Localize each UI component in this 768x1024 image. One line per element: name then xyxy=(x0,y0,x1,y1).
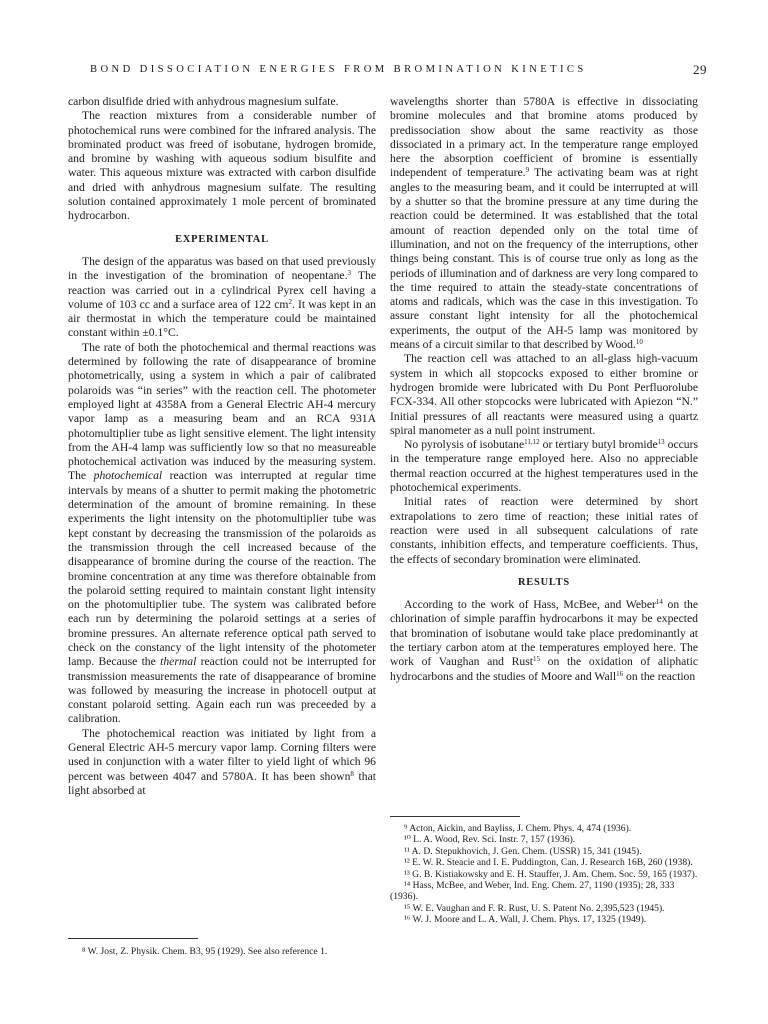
text-run: that light absorbed at xyxy=(68,769,376,797)
reference-superscript: 11,12 xyxy=(524,438,540,447)
text-run: on the oxidation of aliphatic hydrocarbons and the studies of Moore and Wall xyxy=(390,655,698,683)
footnote: ¹¹ A. D. Stepukhovich, J. Gen. Chem. (USSR) 15, 341 (1945). xyxy=(404,845,642,857)
right-column xyxy=(390,95,698,684)
footnote: ⁹ Acton, Aickin, and Bayliss, J. Chem. Phys. 4, 474 (1936). xyxy=(404,823,632,834)
text-run: The activating beam was at right angles to the measuring beam, and it could be interrupted at will by a shutter so that the bromine pressure at any time during the reaction could be determined. It was established that the total amount of reaction depended only on the total time of illumination, and not on the frequency of the interruptions, other things being constant. This is of course true only as long as the periods of illumination and of darkness are very long compared to the time required to attain the steady-state concentrations of atoms and radicals, which was the case in this investigation. To assure constant light intensity for all the photochemical experiments, the output of the AH-5 lamp was monitored by means of a circuit similar to that described by Wood. xyxy=(390,166,698,352)
paragraph xyxy=(390,438,698,495)
paragraph: The reaction cell was attached to an all-glass high-vacuum system in which all stopcocks exposed to either bromine or hydrogen bromide were lubricated with Du Pont Perfluorolube FCX-334. All other stopcocks were lubricated with Apiezon “N.” Initial pressures of all reactants were measured using a quartz spiral manometer as a null point instrument. xyxy=(390,352,698,437)
text-run: According to the work of Hass, McBee, and Weber xyxy=(404,598,656,612)
footnote-rule xyxy=(390,816,520,817)
text-run: or tertiary butyl bromide xyxy=(539,438,658,452)
text-run: on the reaction xyxy=(623,669,696,683)
text-run: The photochemical reaction was initiated by light from a General Electric AH-5 mercury vapor lamp. Corning filters were used in conjunction with a water filter to yield light of which 96 percent was between 4047 and 5780A. It has been shown xyxy=(68,726,376,783)
footnote: ⁸ W. Jost, Z. Physik. Chem. B3, 95 (1929). See also reference 1. xyxy=(82,946,328,957)
section-heading-results: RESULTS xyxy=(517,576,570,588)
running-head-title: BOND DISSOCIATION ENERGIES FROM BROMINATION KINETICS xyxy=(90,64,587,75)
footnote: ¹⁰ L. A. Wood, Rev. Sci. Instr. 7, 157 (1936). xyxy=(404,834,576,846)
text-run: reaction could not be interrupted for transmission measurements the rate of disappearance of bromine was followed by measuring the increase in photocell output at constant polaroid setting. Again each run was preceeded by a calibration. xyxy=(68,655,376,726)
text-run: No pyrolysis of isobutane xyxy=(404,438,525,452)
reference-superscript: 8 xyxy=(350,769,354,778)
reference-superscript: 14 xyxy=(655,598,663,607)
paragraph: The reaction mixtures from a considerable number of photochemical runs were combined for the infrared analysis. The brominated product was freed of isobutane, hydrogen bromide, and bromine by washing with aqueous sodium bisulfite and water. This aqueous mixture was extracted with carbon disulfide and dried with anhydrous magnesium sulfate. The resulting solution contained approximately 1 mole percent of brominated hydrocarbon. xyxy=(68,109,376,223)
paragraph xyxy=(390,95,698,352)
paragraph: carbon disulfide dried with anhydrous magnesium sulfate. xyxy=(68,95,339,108)
reference-superscript: 16 xyxy=(616,669,624,678)
page-number: 29 xyxy=(693,62,707,77)
footnote: ¹⁶ W. J. Moore and L. A. Wall, J. Chem. Phys. 17, 1325 (1949). xyxy=(404,914,647,926)
reference-superscript: 13 xyxy=(657,438,665,447)
footnote: ¹² E. W. R. Steacie and I. E. Puddington, Can. J. Research 16B, 260 (1938). xyxy=(404,857,693,869)
running-head xyxy=(62,64,707,80)
emphasis: photochemical xyxy=(93,469,163,483)
reference-superscript: 9 xyxy=(525,166,530,175)
text-run: The design of the apparatus was based on that used previously in the investigation of the bromination of neopentane. xyxy=(68,254,376,283)
reference-superscript: 10 xyxy=(635,338,643,347)
emphasis: thermal xyxy=(160,655,197,669)
left-column xyxy=(68,95,376,798)
reference-superscript: 3 xyxy=(347,269,351,278)
text-run: reaction was interrupted at regular time intervals by means of a shutter to permit making the photometric determination of the amount of bromine remaining. In these experiments the light intensity on the photomultiplier tube was kept constant by decreasing the transmission of the polaroids as the transmission through the cell increased because of the disappearance of bromine during the course of the reaction. The bromine concentration at any time was therefore obtainable from the polaroid setting required to maintain constant light intensity on the photomultiplier tube. The system was calibrated before each run by determining the polaroid settings at a series of bromine pressures. An alternate reference optical path served to check on the constancy of the light intensity of the photometer lamp. Because the xyxy=(68,469,376,669)
text-run: on the chlorination of simple paraffin hydrocarbons it may be expected that bromination of isobutane would take place predominantly at the tertiary carbon atom at the temperatures employed here. The work of Vaughan and Rust xyxy=(390,598,698,669)
footnotes-left xyxy=(68,938,376,958)
footnote-rule xyxy=(68,938,198,939)
footnote: ¹⁴ Hass, McBee, and Weber, Ind. Eng. Chem. 27, 1190 (1935); 28, 333 (1936). xyxy=(390,880,675,903)
text-run: wavelengths shorter than 5780A is effective in dissociating bromine molecules and that bromine atoms produced by predissociation show about the same reactivity as those dissociated in a primary act. In the temperature range employed here the absorption coefficient of bromine is essentially independent of temperature. xyxy=(390,95,698,180)
footnote: ¹³ G. B. Kistiakowsky and E. H. Stauffer, J. Am. Chem. Soc. 59, 165 (1937). xyxy=(404,868,698,880)
section-heading-experimental: EXPERIMENTAL xyxy=(175,233,269,245)
text-run: The rate of both the photochemical and thermal reactions was determined by following the rate of disappearance of bromine photometrically, using a system in which a pair of calibrated polaroids was “in series” with the reaction cell. The photometer employed light at 4358A from a General Electric AH-4 mercury vapor lamp as a measuring beam and an RCA 931A photomultiplier tube as light sensitive element. The light intensity from the AH-4 lamp was sufficiently low so that no measureable photochemical activation was induced by the measuring system. The xyxy=(68,340,376,483)
paragraph xyxy=(390,598,698,684)
paragraph xyxy=(68,727,376,798)
unit-superscript: 2 xyxy=(288,297,292,306)
paragraph xyxy=(68,255,376,341)
paragraph xyxy=(68,341,376,727)
text-run: . It was kept in an air thermostat in which the temperature could be maintained constant within ±0.1°C. xyxy=(68,297,376,340)
footnote: ¹⁵ W. E. Vaughan and F. R. Rust, U. S. Patent No. 2,395,523 (1945). xyxy=(404,902,665,914)
footnotes-right xyxy=(390,816,698,926)
reference-superscript: 15 xyxy=(533,655,540,664)
text-run: occurs in the temperature range employed here. Also no appreciable thermal reaction occurred at the highest temperatures used in the photochemical experiments. xyxy=(390,438,699,495)
paragraph: Initial rates of reaction were determined by short extrapolations to zero time of reaction; these initial rates of reaction were used in all subsequent calculations of rate constants, inhibition effects, and temperature coefficients. Thus, the effects of secondary bromination were eliminated. xyxy=(390,495,698,566)
text-run: The reaction was carried out in a cylindrical Pyrex cell having a volume of 103 cc and a surface area of 122 cm xyxy=(68,269,376,311)
